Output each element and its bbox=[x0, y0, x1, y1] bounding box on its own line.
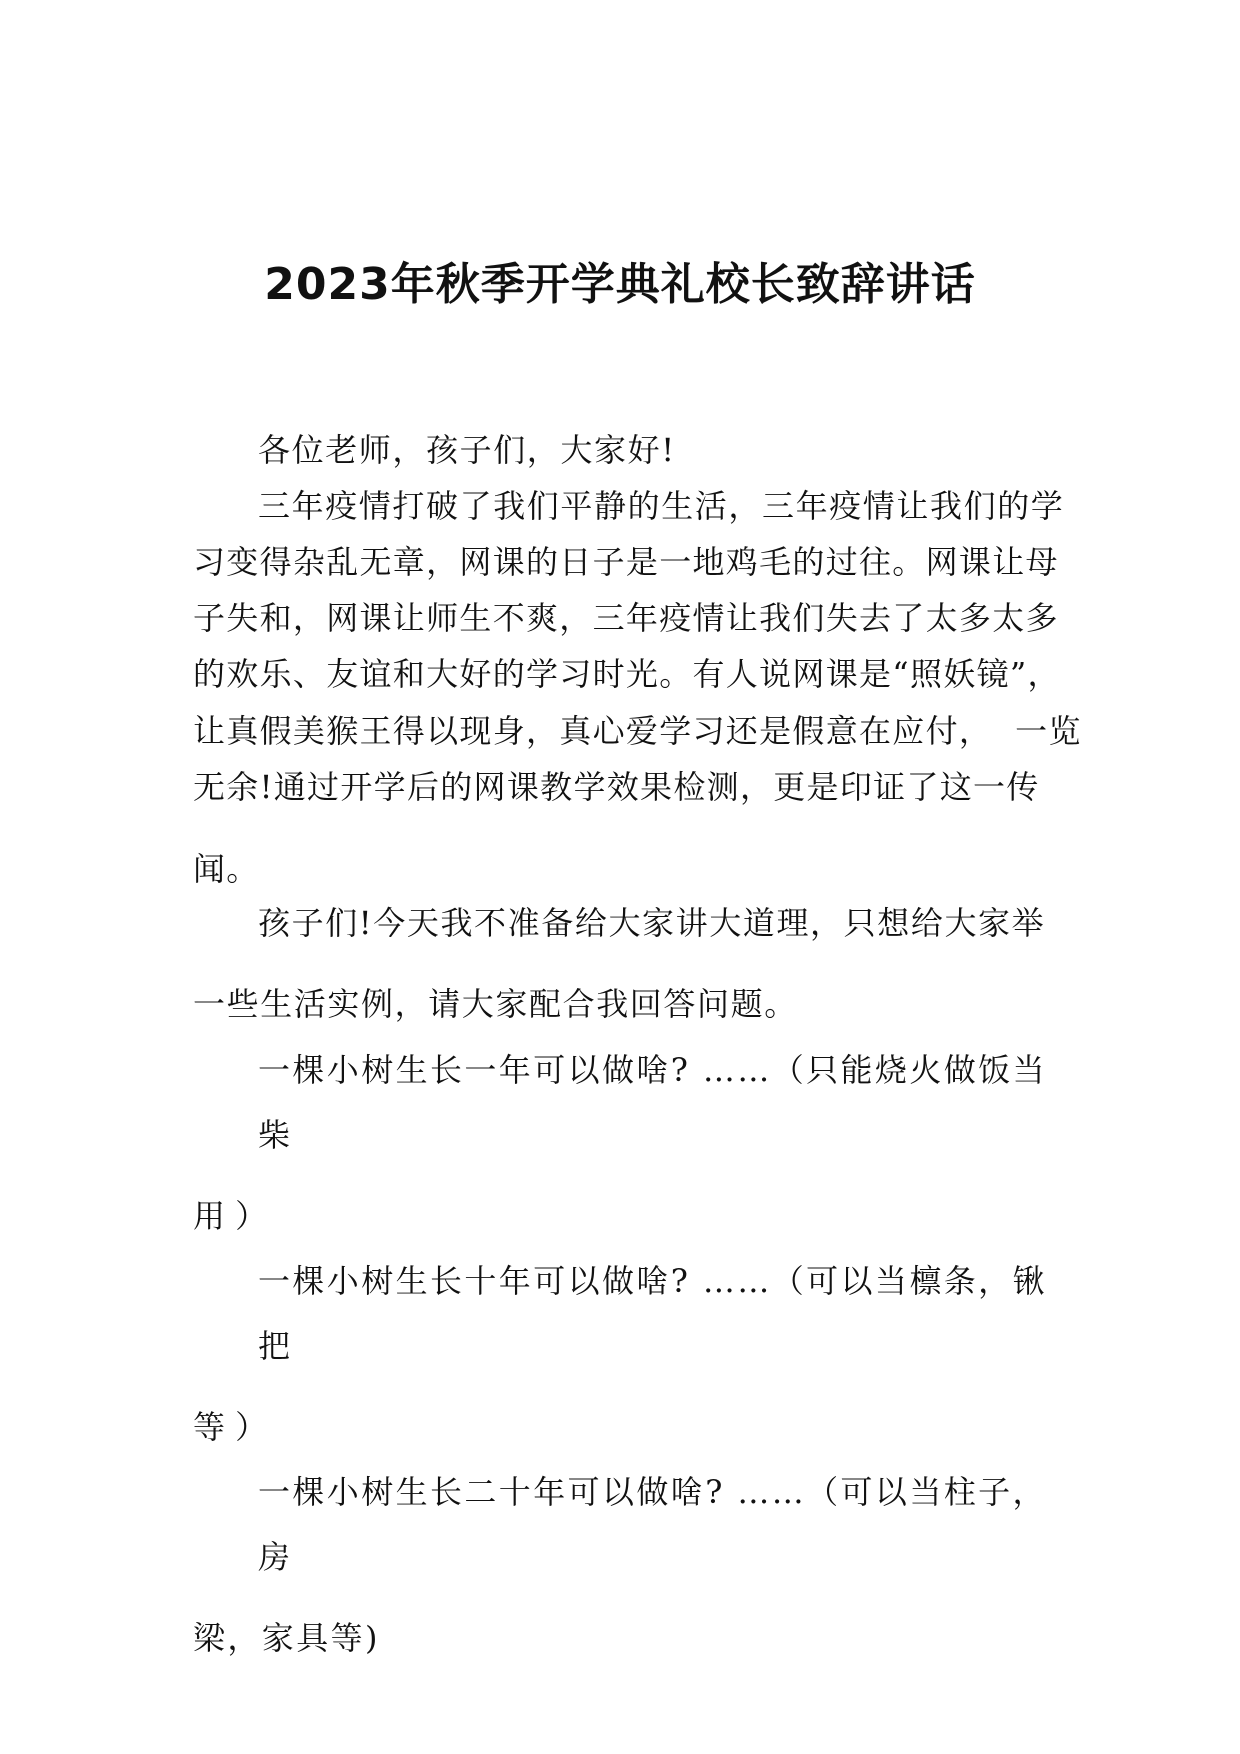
answer-line: 梁，家具等) bbox=[193, 1619, 380, 1657]
body-line: 三年疫情打破了我们平静的生活，三年疫情让我们的学 bbox=[258, 487, 1065, 525]
question-line: 把 bbox=[258, 1327, 291, 1365]
greeting-line: 各位老师，孩子们，大家好! bbox=[258, 431, 676, 469]
document-title: 2023年秋季开学典礼校长致辞讲话 bbox=[264, 259, 976, 310]
body-line: 习变得杂乱无章，网课的日子是一地鸡毛的过往。网课让母 bbox=[193, 543, 1059, 581]
body-line: 闻。 bbox=[193, 850, 260, 888]
body-line: 孩子们!今天我不准备给大家讲大道理，只想给大家举 bbox=[258, 904, 1046, 942]
body-line: 无余!通过开学后的网课教学效果检测，更是印证了这一传 bbox=[193, 768, 1040, 806]
question-line: 一棵小树生长二十年可以做啥? ……（可以当柱子， bbox=[258, 1473, 1047, 1511]
answer-line: 用 ） bbox=[193, 1197, 268, 1235]
body-line: 让真假美猴王得以现身，真心爱学习还是假意在应付， 一览 bbox=[193, 712, 1082, 750]
body-line: 子失和，网课让师生不爽，三年疫情让我们失去了太多太多 bbox=[193, 599, 1059, 637]
question-line: 一棵小树生长一年可以做啥? ……（只能烧火做饭当 bbox=[258, 1051, 1047, 1089]
question-line: 房 bbox=[258, 1538, 291, 1576]
body-line: 的欢乐、友谊和大好的学习时光。有人说网课是“照妖镜”， bbox=[193, 655, 1061, 693]
body-line: 一些生活实例，请大家配合我回答问题。 bbox=[193, 985, 798, 1023]
question-line: 一棵小树生长十年可以做啥? ……（可以当檩条，锹 bbox=[258, 1262, 1047, 1300]
answer-line: 等 ） bbox=[193, 1408, 268, 1446]
question-line: 柴 bbox=[258, 1116, 291, 1154]
